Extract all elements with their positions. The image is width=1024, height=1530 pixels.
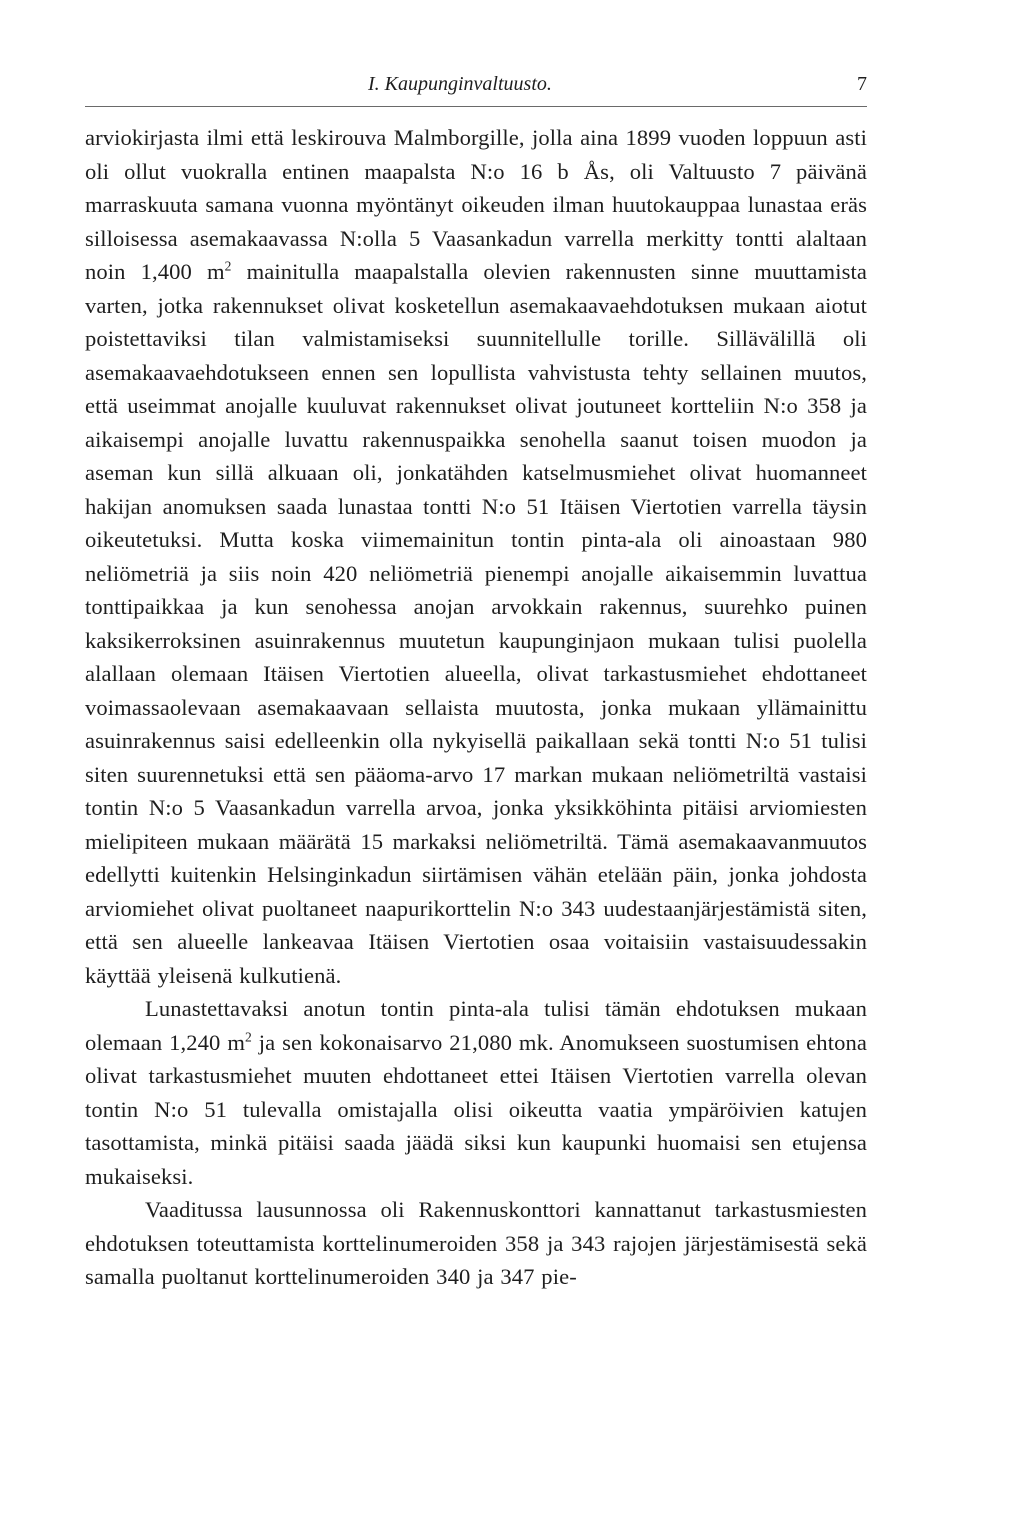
paragraph-1 (85, 121, 867, 992)
paragraph-1-text-a: arviokirjasta ilmi että leskirouva Malmborgille, jolla aina 1899 vuoden loppuun asti oli ollut vuokralla entinen maapalsta N:o 16 b Ås, oli Valtuusto 7 päivänä marraskuuta samana vuonna myöntänyt oikeuden ilman huutokauppaa lunastaa eräs silloisessa asemakaavassa N:olla 5 Vaasankadun varrella merkitty tontti alaltaan noin 1,400 m (85, 125, 867, 284)
paragraph-2 (85, 992, 867, 1193)
superscript-square: 2 (224, 258, 232, 274)
paragraph-1-text-b: mainitulla maapalstalla olevien rakennusten sinne muuttamista varten, jotka rakennukset olivat kosketellun asemakaavaehdotuksen mukaan aiotut poistettaviksi tilan valmistamiseksi suunnitellulle torille. Sillävälillä oli asemakaavaehdotukseen ennen sen lopullista vahvistusta tehty sellainen muutos, että useimmat anojalle kuuluvat rakennukset olivat joutuneet kortteliin N:o 358 ja aikaisempi anojalle luvattu rakennuspaikka senohella saanut toisen muodon ja aseman kun sillä alkuaan oli, jonkatähden katselmusmiehet olivat huomanneet hakijan anomuksen saada lunastaa tontti N:o 51 Itäisen Viertotien varrella täysin oikeutetuksi. Mutta koska viimemainitun tontin pinta-ala oli ainoastaan 980 neliömetriä ja siis noin 420 neliömetriä pienempi anojalle aikaisemmin luvattua tonttipaikkaa ja kun senohessa anojan arvokkain rakennus, suurehko puinen kaksikerroksinen asuinrakennus muutetun kaupunginjaon mukaan tulisi puolella alallaan olemaan Itäisen Viertotien alueella, olivat tarkastusmiehet ehdottaneet voimassaolevaan asemakaavaan sellaista muutosta, jonka mukaan yllämainittu asuinrakennus saisi edelleenkin olla nykyisellä paikallaan sekä tontti N:o 51 tulisi siten suurennetuksi että sen pääoma-arvo 17 markan mukaan neliömetriltä vastaisi tontin N:o 5 Vaasankadun varrella arvoa, jonka yksikköhinta pitäisi arviomiesten mielipiteen mukaan määrätä 15 markaksi neliömetriltä. Tämä asemakaavanmuutos edellytti kuitenkin Helsinginkadun siirtämisen vähän etelään päin, jonka johdosta arviomiehet olivat puoltaneet naapurikorttelin N:o 343 uudestaanjärjestämistä siten, että sen alueelle lankeavaa Itäisen Viertotien osaa voitaisiin vastaisuudessakin käyttää yleisenä kulkutienä. (85, 259, 867, 988)
running-header (85, 72, 867, 107)
page-number: 7 (857, 73, 867, 95)
paragraph-3: Vaaditussa lausunnossa oli Rakennuskonttori kannattanut tarkastusmiesten ehdotuksen toteuttamista korttelinumeroiden 358 ja 343 rajojen järjestämisestä sekä samalla puoltanut korttelinumeroiden 340 ja 347 pie- (85, 1197, 867, 1289)
paragraph-2-text-a: Lunastettavaksi anotun tontin pinta-ala tulisi tämän ehdotuksen mukaan olemaan 1,240 m (85, 996, 867, 1055)
document-page (85, 72, 867, 1294)
body-text (85, 121, 867, 1294)
superscript-square: 2 (245, 1028, 252, 1044)
paragraph-2-text-b: ja sen kokonaisarvo 21,080 mk. Anomukseen suostumisen ehtona olivat tarkastusmiehet muuten ehdottaneet ettei Itäisen Viertotien varrella olevan tontin N:o 51 tulevalla omistajalla olisi oikeutta vaatia ympäröivien katujen tasottamista, minkä pitäisi saada jäädä siksi kun kaupunki huomaisi sen etujensa mukaiseksi. (85, 1029, 867, 1189)
running-title: I. Kaupunginvaltuusto. (368, 73, 552, 95)
